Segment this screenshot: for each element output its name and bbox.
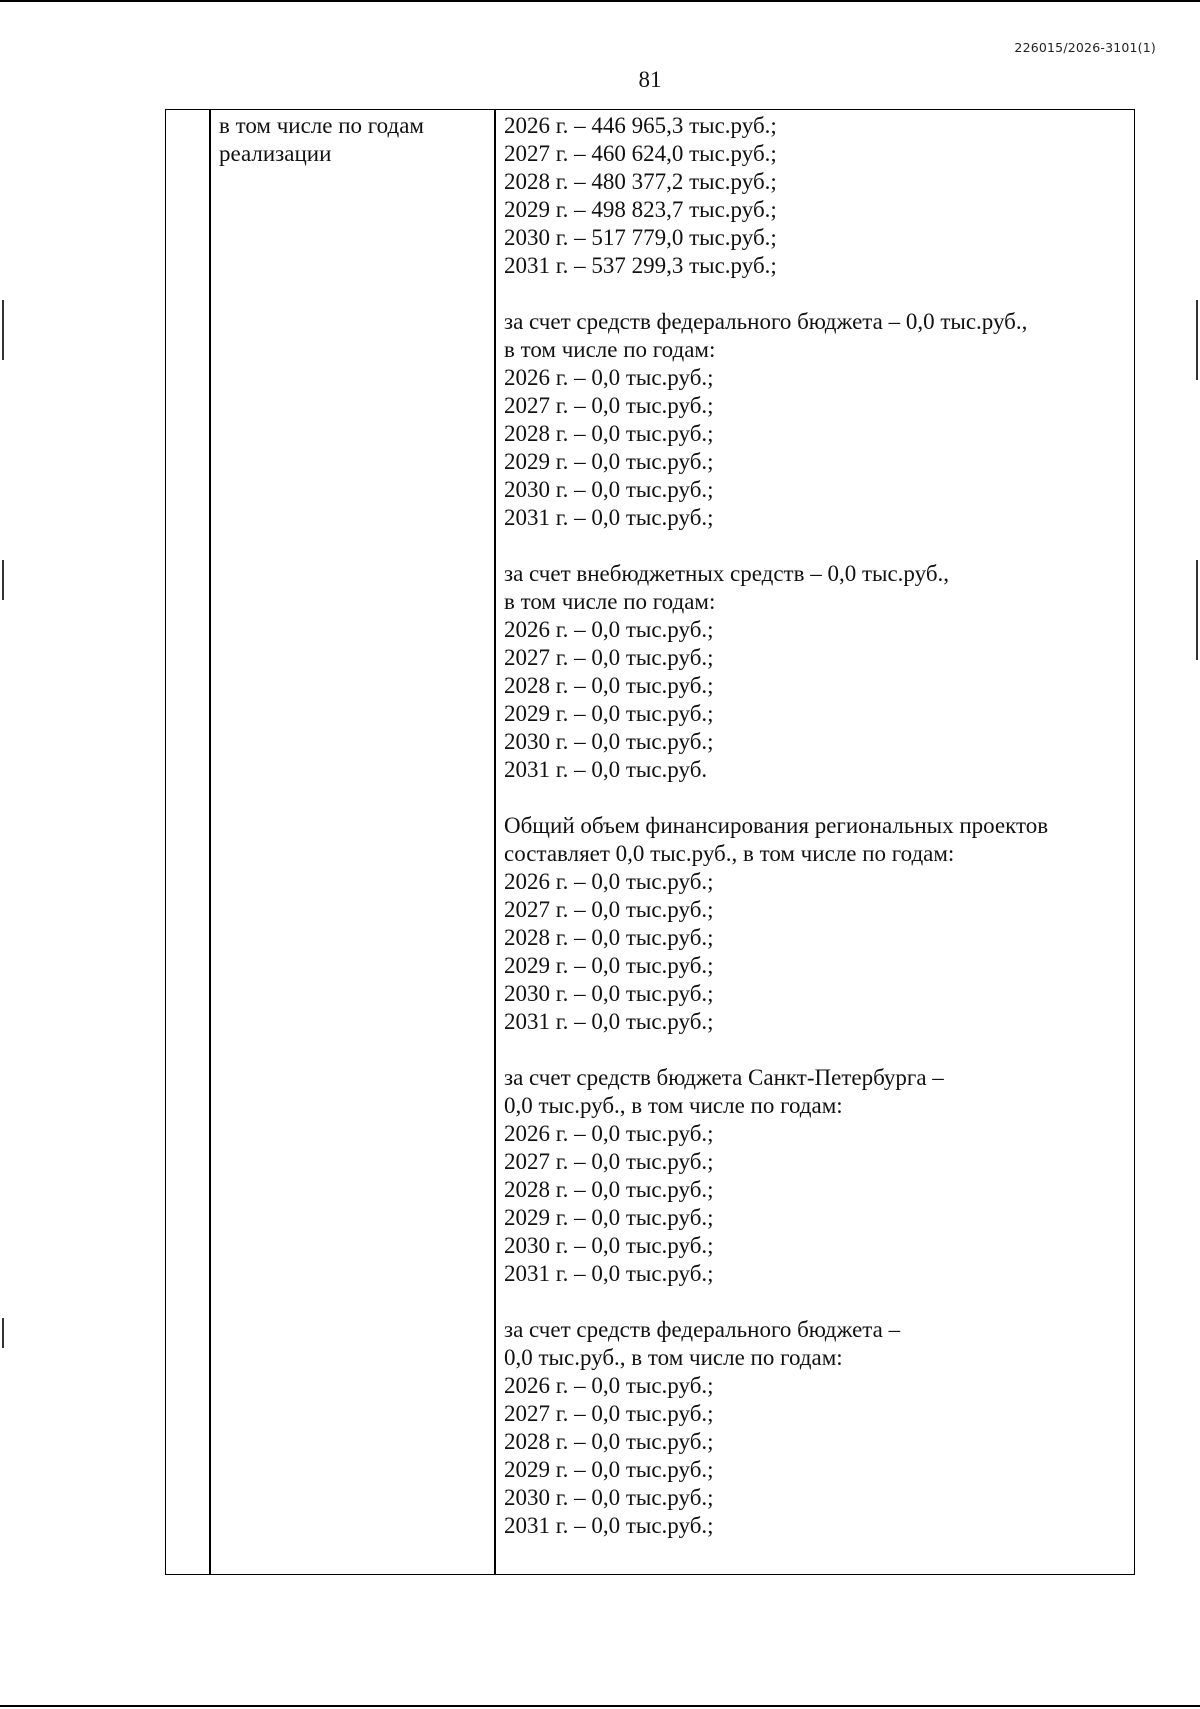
- value-line: 2026 г. – 0,0 тыс.руб.;: [504, 869, 714, 894]
- value-line: 2029 г. – 498 823,7 тыс.руб.;: [504, 197, 777, 222]
- document-id: 226015/2026-3101(1): [1014, 40, 1156, 55]
- value-line: 2026 г. – 446 965,3 тыс.руб.;: [504, 113, 777, 138]
- value-line: 2026 г. – 0,0 тыс.руб.;: [504, 1121, 714, 1146]
- value-line: 2031 г. – 0,0 тыс.руб.;: [504, 1009, 714, 1034]
- value-line: 2029 г. – 0,0 тыс.руб.;: [504, 953, 714, 978]
- scan-margin-mark: [2, 300, 4, 360]
- scan-margin-mark: [2, 1318, 4, 1348]
- financing-table: [165, 109, 1135, 1575]
- value-line: за счет средств федерального бюджета –: [504, 1317, 901, 1342]
- scan-margin-mark: [1196, 300, 1198, 380]
- value-line: 2031 г. – 0,0 тыс.руб.;: [504, 505, 714, 530]
- table-label-cell: [219, 112, 489, 168]
- value-line: за счет средств бюджета Санкт-Петербурга –: [504, 1065, 944, 1090]
- label-line: реализации: [219, 141, 332, 166]
- value-line: 2028 г. – 0,0 тыс.руб.;: [504, 1429, 714, 1454]
- value-line: 2031 г. – 537 299,3 тыс.руб.;: [504, 253, 777, 278]
- label-line: в том числе по годам: [219, 113, 424, 138]
- page-number: 81: [638, 67, 662, 92]
- value-line: 2027 г. – 0,0 тыс.руб.;: [504, 1149, 714, 1174]
- value-line: составляет 0,0 тыс.руб., в том числе по годам:: [504, 841, 955, 866]
- value-line: 2029 г. – 0,0 тыс.руб.;: [504, 449, 714, 474]
- value-line: 2030 г. – 0,0 тыс.руб.;: [504, 477, 714, 502]
- value-line: в том числе по годам:: [504, 589, 716, 614]
- scan-margin-mark: [2, 560, 4, 600]
- value-line: 2028 г. – 480 377,2 тыс.руб.;: [504, 169, 777, 194]
- value-line: в том числе по годам:: [504, 337, 716, 362]
- paragraph-gap: [504, 784, 1129, 812]
- paragraph-gap: [504, 1036, 1129, 1064]
- value-line: 2029 г. – 0,0 тыс.руб.;: [504, 701, 714, 726]
- value-line: за счет средств федерального бюджета – 0,0 тыс.руб.,: [504, 309, 1028, 334]
- value-line: 2028 г. – 0,0 тыс.руб.;: [504, 673, 714, 698]
- value-line: 2026 г. – 0,0 тыс.руб.;: [504, 365, 714, 390]
- value-line: 2026 г. – 0,0 тыс.руб.;: [504, 1373, 714, 1398]
- value-line: 0,0 тыс.руб., в том числе по годам:: [504, 1345, 843, 1370]
- scan-margin-mark: [1196, 560, 1198, 660]
- paragraph-gap: [504, 1288, 1129, 1316]
- table-value-cell: [504, 112, 1129, 1540]
- value-line: 2031 г. – 0,0 тыс.руб.;: [504, 1261, 714, 1286]
- value-line: 2029 г. – 0,0 тыс.руб.;: [504, 1205, 714, 1230]
- value-line: 2027 г. – 460 624,0 тыс.руб.;: [504, 141, 777, 166]
- value-line: 0,0 тыс.руб., в том числе по годам:: [504, 1093, 843, 1118]
- value-line: 2027 г. – 0,0 тыс.руб.;: [504, 897, 714, 922]
- scan-bottom-edge: [0, 1705, 1200, 1707]
- value-line: 2031 г. – 0,0 тыс.руб.;: [504, 1513, 714, 1538]
- value-line: 2028 г. – 0,0 тыс.руб.;: [504, 925, 714, 950]
- value-line: 2030 г. – 517 779,0 тыс.руб.;: [504, 225, 777, 250]
- value-line: 2030 г. – 0,0 тыс.руб.;: [504, 981, 714, 1006]
- value-line: 2030 г. – 0,0 тыс.руб.;: [504, 1485, 714, 1510]
- value-line: Общий объем финансирования региональных проектов: [504, 813, 1049, 838]
- value-line: 2027 г. – 0,0 тыс.руб.;: [504, 645, 714, 670]
- value-line: 2029 г. – 0,0 тыс.руб.;: [504, 1457, 714, 1482]
- column-divider-1: [209, 110, 211, 1574]
- value-line: за счет внебюджетных средств – 0,0 тыс.руб.,: [504, 561, 950, 586]
- value-line: 2028 г. – 0,0 тыс.руб.;: [504, 421, 714, 446]
- value-line: 2028 г. – 0,0 тыс.руб.;: [504, 1177, 714, 1202]
- value-line: 2030 г. – 0,0 тыс.руб.;: [504, 729, 714, 754]
- paragraph-gap: [504, 532, 1129, 560]
- value-line: 2030 г. – 0,0 тыс.руб.;: [504, 1233, 714, 1258]
- value-line: 2027 г. – 0,0 тыс.руб.;: [504, 393, 714, 418]
- value-line: 2026 г. – 0,0 тыс.руб.;: [504, 617, 714, 642]
- value-line: 2031 г. – 0,0 тыс.руб.: [504, 757, 708, 782]
- value-line: 2027 г. – 0,0 тыс.руб.;: [504, 1401, 714, 1426]
- paragraph-gap: [504, 280, 1129, 308]
- scan-top-edge: [0, 0, 1200, 2]
- column-divider-2: [494, 110, 496, 1574]
